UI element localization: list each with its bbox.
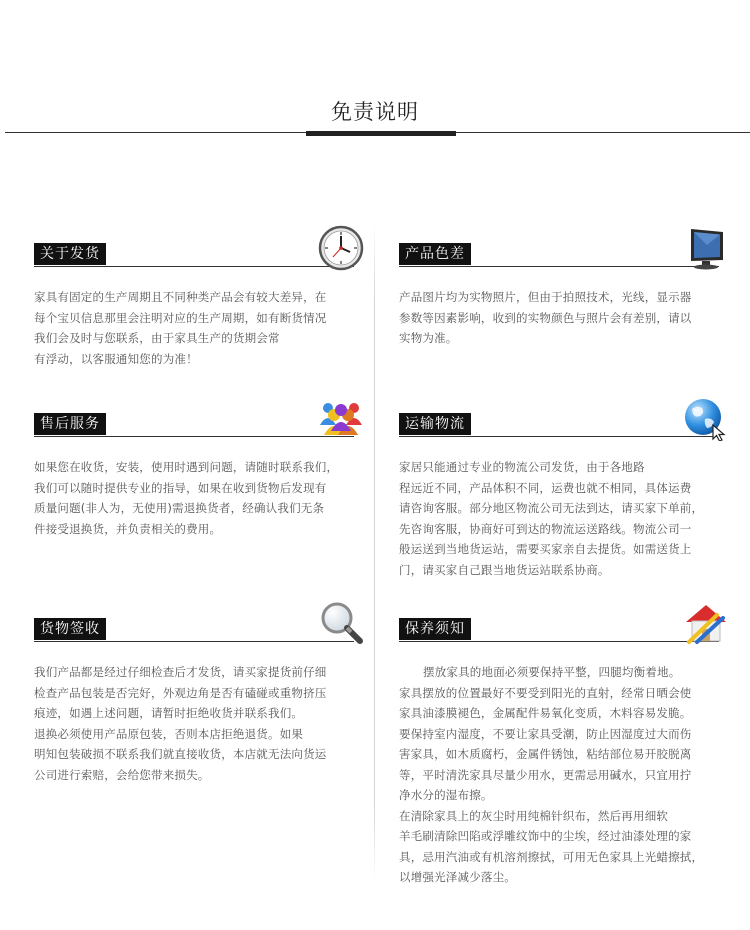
page-title: 免责说明 — [331, 100, 419, 124]
text-line: 在清除家具上的灰尘时用纯棉针织布，然后再用细软 — [399, 808, 669, 823]
section-rule — [399, 266, 719, 267]
text-line: 般运送到当地货运站，需要买家亲自去提货。如需送货上 — [399, 542, 692, 556]
text-line: 羊毛刷清除凹陷或浮雕纹饰中的尘埃，经过油漆处理的家 — [399, 829, 692, 843]
text-line: 我们产品都是经过仔细检查后才发货，请买家提货前仔细 — [34, 665, 327, 679]
text-line: 净水分的湿布擦。 — [399, 788, 493, 802]
users-icon — [318, 395, 364, 441]
text-line: 产品图片均为实物照片，但由于拍照技术，光线，显示器 — [399, 290, 692, 304]
text-line: 害家具，如木质腐朽，金属件锈蚀，粘结部位易开胶脱离 — [399, 747, 692, 761]
section-logistics — [399, 393, 729, 580]
section-color — [399, 223, 729, 349]
section-care — [399, 598, 729, 888]
text-line: 有浮动，以客服通知您的为准！ — [34, 351, 198, 366]
text-line: 家具摆放的位置最好不要受到阳光的直射，经常日晒会使 — [399, 685, 692, 700]
text-line: 先咨询客服，协商好可到达的物流运送路线。物流公司一 — [399, 521, 692, 536]
text-line: 等，平时清洗家具尽量少用水，更需忌用碱水，只宜用拧 — [399, 767, 692, 782]
text-line: 以增强光泽减少落尘。 — [399, 870, 516, 884]
text-line: 具，忌用汽油或有机溶剂擦拭，可用无色家具上光蜡擦拭， — [399, 849, 704, 864]
section-label: 保养须知 — [399, 618, 471, 640]
section-rule — [34, 266, 354, 267]
text-line: 摆放家具的地面必须要保持平整，四腿均衡着地。 — [423, 665, 681, 679]
text-line: 检查产品包装是否完好，外观边角是否有磕碰或重物挤压 — [34, 685, 327, 700]
title-rule-accent — [306, 131, 456, 136]
text-line: 明知包装破损不联系我们就直接收货，本店就无法向货运 — [34, 747, 327, 761]
section-receipt — [34, 598, 364, 785]
text-line: 公司进行索赔，会给您带来损失。 — [34, 767, 210, 782]
text-line: 门，请买家自己跟当地货运站联系协商。 — [399, 562, 610, 577]
text-line: 如果您在收货，安装，使用时遇到问题，请随时联系我们， — [34, 460, 339, 474]
text-line: 程远近不同，产品体积不同，运费也就不相同，具体运费 — [399, 480, 692, 495]
section-label: 关于发货 — [34, 243, 106, 265]
section-label: 产品色差 — [399, 243, 471, 265]
section-label: 货物签收 — [34, 618, 106, 640]
text-line: 请咨询客服。部分地区物流公司无法到达，请买家下单前， — [399, 501, 704, 515]
monitor-icon — [683, 225, 729, 271]
section-rule — [399, 436, 719, 437]
section-rule — [34, 436, 354, 437]
text-line: 参数等因素影响，收到的实物颜色与照片会有差别，请以 — [399, 310, 692, 325]
text-line: 退换必须使用产品原包装，否则本店拒绝退货。如果 — [34, 726, 304, 741]
section-shipping — [34, 223, 364, 369]
section-rule — [399, 641, 719, 642]
text-line: 件接受退换货，并负责相关的费用。 — [34, 521, 222, 536]
section-rule — [34, 641, 354, 642]
text-line: 家具油漆膜褪色，金属配件易氧化变质，木料容易发脆。 — [399, 706, 692, 720]
text-line: 家具有固定的生产周期且不同种类产品会有较大差异，在 — [34, 290, 327, 304]
magnifier-icon — [318, 600, 364, 646]
text-line: 痕迹，如遇上述问题，请暂时拒绝收货并联系我们。 — [34, 706, 304, 720]
text-line: 实物为准。 — [399, 331, 458, 345]
text-line: 家居只能通过专业的物流公司发货，由于各地路 — [399, 460, 645, 474]
column-divider — [374, 222, 375, 882]
house-tools-icon — [683, 600, 729, 646]
globe-icon — [683, 395, 729, 441]
section-label: 运输物流 — [399, 413, 471, 435]
text-line: 每个宝贝信息那里会注明对应的生产周期，如有断货情况 — [34, 310, 327, 325]
text-line: 我们会及时与您联系，由于家具生产的货期会常 — [34, 331, 280, 345]
clock-icon — [318, 225, 364, 271]
section-label: 售后服务 — [34, 413, 106, 435]
text-line: 要保持室内湿度，不要让家具受潮，防止因湿度过大而伤 — [399, 726, 692, 741]
text-line: 我们可以随时提供专业的指导，如果在收到货物后发现有 — [34, 480, 327, 495]
section-aftersales — [34, 393, 364, 539]
text-line: 质量问题(非人为，无使用)需退换货者，经确认我们无条 — [34, 501, 325, 515]
